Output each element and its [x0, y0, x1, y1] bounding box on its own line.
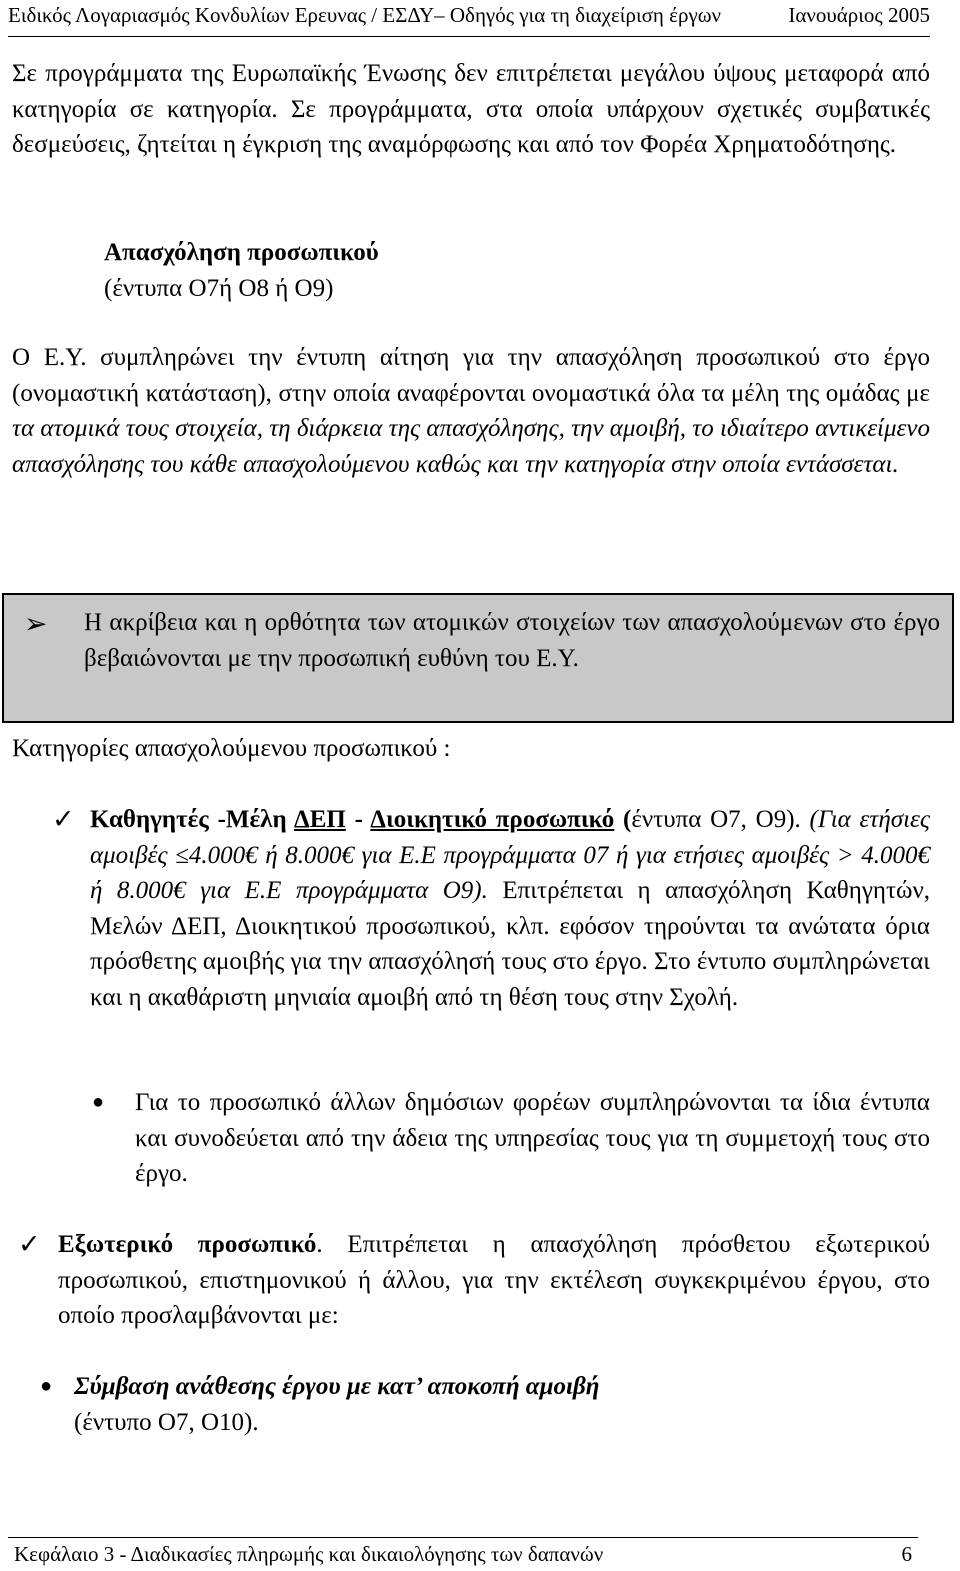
header-title: Ειδικός Λογαριασμός Κονδυλίων Ερευνας / ΕΣΔΥ– Οδηγός για τη διαχείριση έργων [8, 3, 722, 27]
section-title: Απασχόληση προσωπικού [104, 239, 379, 266]
item1-rest: Επιτρέπεται η απασχόληση Καθηγητών, Μελών ΔΕΠ, Διοικητικού προσωπικού, κλπ. εφόσον τηρούνται τα ανώτατα όρια πρόσθετης αμοιβής για την απασχόλησή τους στο έργο. Στο έντυπο συμπληρώνεται και η ακαθάριστη μηνιαία αμοιβή από τη θέση τους στην Σχολή. [90, 877, 930, 1011]
body-paragraph-normal: Ο Ε.Υ. συμπληρώνει την έντυπη αίτηση για την απασχόληση προσωπικού στο έργο (ονομαστική κατάσταση), στην οποία αναφέρονται ονομαστικά όλα τα μέλη της ομάδας με [12, 344, 930, 407]
page-number: 6 [901, 1542, 912, 1566]
page-footer [8, 1537, 918, 1570]
checkmark-icon: ✓ [18, 1229, 41, 1259]
item2-bold: Εξωτερικό προσωπικό [58, 1231, 317, 1258]
arrow-bullet-icon: ➢ [24, 609, 48, 640]
item3-title: Σύμβαση ανάθεσης έργου με κατ’ αποκοπή αμοιβή [74, 1373, 600, 1400]
item1-forms: έντυπα Ο7, Ο9). [631, 806, 801, 833]
body-paragraph-italic: τα ατομικά τους στοιχεία, τη διάρκεια της απασχόλησης, την αμοιβή, το ιδιαίτερο αντικείμενο απασχόλησης του κάθε απασχολούμενου καθώς και την κατηγορία στην οποία εντάσσεται. [12, 415, 930, 478]
body-paragraph [12, 340, 930, 482]
item1-dep: ΔΕΠ [294, 806, 346, 833]
list-item-contract [74, 1369, 930, 1440]
item1-admin: Διοικητικό προσωπικό [370, 806, 615, 833]
checkmark-icon: ✓ [52, 804, 75, 834]
section-subtitle: (έντυπα Ο7ή Ο8 ή Ο9) [104, 275, 334, 302]
item1-bold-3: ( [614, 806, 632, 833]
list-item-staff [90, 802, 930, 1015]
intro-paragraph: Σε προγράμματα της Ευρωπαϊκής Ένωσης δεν επιτρέπεται μεγάλου ύψους μεταφορά από κατηγορία σε κατηγορία. Σε προγράμματα, στα οποία υπάρχουν σχετικές συμβατικές δεσμεύσεις, ζητείται η έγκριση της αναμόρφωσης και από τον Φορέα Χρηματοδότησης. [12, 60, 930, 158]
item3-forms: (έντυπο Ο7, Ο10). [74, 1408, 259, 1436]
note-text: Η ακρίβεια και η ορθότητα των ατομικών στοιχείων των απασχολούμενων στο έργο βεβαιώνονται με την προσωπική ευθύνη του Ε.Υ. [84, 609, 940, 672]
item2-rest: . Επιτρέπεται η απασχόληση πρόσθετου εξωτερικού προσωπικού, επιστημονικού ή άλλου, για την εκτέλεση συγκεκριμένου έργου, στο οποίο προσλαμβάνονται με: [58, 1231, 930, 1329]
bullet-icon: ● [92, 1091, 105, 1113]
sub-list-item: Για το προσωπικό άλλων δημόσιων φορέων συμπληρώνονται τα ίδια έντυπα και συνοδεύεται από την άδεια της υπηρεσίας τους για τη συμμετοχή τους στο έργο. [135, 1089, 930, 1187]
bullet-icon: ● [40, 1375, 53, 1397]
footer-chapter: Κεφάλαιο 3 - Διαδικασίες πληρωμής και δικαιολόγησης των δαπανών [14, 1542, 604, 1566]
note-box [2, 593, 954, 723]
page-header [8, 0, 930, 37]
item1-bold-1: Καθηγητές -Μέλη [90, 806, 295, 833]
list-item-external [58, 1227, 930, 1334]
categories-heading: Κατηγορίες απασχολούμενου προσωπικού : [12, 735, 451, 762]
header-date: Ιανουάριος 2005 [788, 3, 930, 27]
item1-italic: (Για ετήσιες αμοιβές ≤4.000€ ή 8.000€ για Ε.Ε προγράμματα 07 ή για ετήσιες αμοιβές > 4.000€ ή 8.000€ για Ε.Ε προγράμματα Ο9). [90, 806, 931, 904]
item1-bold-2: - [345, 806, 371, 833]
